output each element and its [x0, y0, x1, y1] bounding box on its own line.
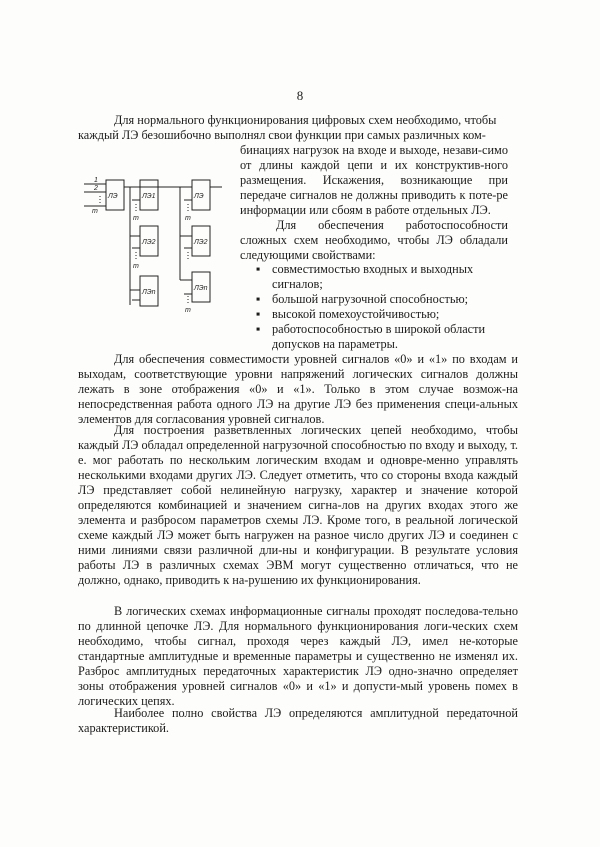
page-number: 8: [296, 88, 304, 103]
bullet-icon: ▪: [256, 307, 261, 321]
block-label: ЛЭn: [142, 289, 156, 296]
paragraph-1-line-2: каждый ЛЭ безошибочно выполнял свои функции при самых различных ком-: [78, 128, 486, 142]
logic-circuit-diagram: [80, 160, 240, 320]
block-label: ЛЭ1: [142, 193, 156, 200]
pin-label: m: [185, 215, 191, 222]
pin-label: 1: [94, 177, 98, 184]
block-label: ЛЭ2: [194, 239, 208, 246]
paragraph-6: Наиболее полно свойства ЛЭ определяются амплитудной передаточной характеристикой.: [78, 706, 518, 735]
paragraph-3: Для обеспечения совместимости уровней сигналов «0» и «1» по входам и выходам, соответствующие уровни напряжений логических сигналов должны лежать в зоне отображения «0» и «1». Только в этом случае возмож-на непосредственная работа одного ЛЭ на другие ЛЭ без применения специ-альных элементов для согласования уровней сигналов.: [78, 352, 518, 426]
list-item: ▪ большой нагрузочной способностью;: [256, 292, 469, 306]
list-item: ▪ работоспособностью в широкой области допусков на параметры.: [256, 322, 486, 351]
paragraph-4: Для построения разветвленных логических цепей необходимо, чтобы каждый ЛЭ обладал определенной нагрузочной способностью по входу и выходу, т. е. мог работать по нескольким логическим входам и одновре-менно управлять несколькими входами других ЛЭ. Следует отметить, что со стороны входа каждый ЛЭ представляет собой нелинейную нагрузку, характер и значение которой определяются комбинацией и значением сигна-лов на других входах этого же элемента и разбросом параметров схемы ЛЭ. Кроме того, в реальной логической схеме каждый ЛЭ может быть нагружен на разное число других ЛЭ и соединен с ними линиями связи различной дли-ны и конфигурации. В результате условия работы ЛЭ в различных схемах ЭВМ могут существенно отличаться, что не должно, однако, приводить к на-рушению их функционирования.: [78, 423, 518, 587]
list-item: ▪ высокой помехоустойчивостью;: [256, 307, 440, 321]
pin-label: m: [133, 263, 139, 270]
bullet-icon: ▪: [256, 322, 261, 336]
paragraph-1-continuation: бинациях нагрузок на входе и выходе, незави-симо от длины каждой цепи и их конструктив-ного размещения. Искажения, возникающие при передаче сигналов не должны приводить к поте-ре информации или сбоям в работе отдельных ЛЭ.: [240, 143, 508, 217]
block-label: ЛЭn: [194, 285, 208, 292]
block-label: ЛЭ: [194, 193, 204, 200]
block-label: ЛЭ: [108, 193, 118, 200]
properties-list: [250, 262, 505, 352]
paragraph-1-line-1: Для нормального функционирования цифровых схем необходимо, чтобы: [114, 113, 497, 127]
paragraph-2-intro: Для обеспечения работоспособности сложных схем необходимо, чтобы ЛЭ обладали следующими свойствами:: [240, 218, 508, 262]
pin-label: m: [185, 307, 191, 314]
pin-label: m: [92, 208, 98, 215]
pin-label: m: [133, 215, 139, 222]
pin-label: 2: [94, 185, 98, 192]
bullet-icon: ▪: [256, 262, 261, 276]
bullet-icon: ▪: [256, 292, 261, 306]
list-item: ▪ совместимостью входных и выходных сигналов;: [256, 262, 474, 291]
paragraph-5: В логических схемах информационные сигналы проходят последова-тельно по длинной цепочке ЛЭ. Для нормального функционирования логи-ческих схем необходимо, чтобы сигнал, проходя через каждый ЛЭ, имел не-которые стандартные амплитудные и временные параметры и существенно не изменял их. Разброс амплитудных передаточных характеристик ЛЭ одно-значно определяет зоны отображения уровней сигналов «0» и «1» и допусти-мый уровень помех в логических цепях.: [78, 604, 518, 708]
block-label: ЛЭ2: [142, 239, 156, 246]
